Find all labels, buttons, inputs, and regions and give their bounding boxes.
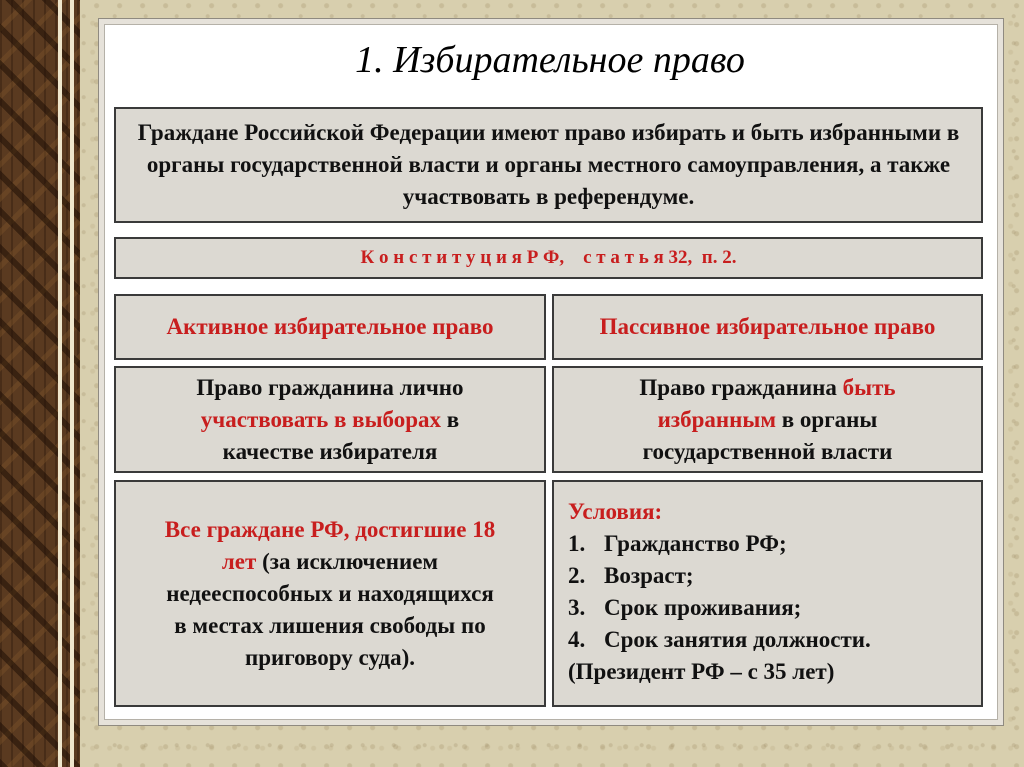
active-condition-highlight: Все граждане РФ, достигшие 18 лет bbox=[164, 516, 496, 574]
condition-item bbox=[568, 592, 871, 624]
passive-right-heading: Пассивное избирательное право bbox=[599, 314, 936, 339]
active-right-heading: Активное избирательное право bbox=[166, 314, 494, 339]
intro-text: Граждане Российской Федерации имеют право избирать и быть избранными в органы государственной власти и органы местного самоуправления, а также участвовать в референдуме. bbox=[137, 120, 960, 209]
citation-text: К о н с т и т у ц и я Р Ф, с т а т ь я 32, п. 2. bbox=[360, 247, 737, 268]
active-right-definition bbox=[166, 372, 494, 468]
intro-box bbox=[114, 107, 983, 223]
condition-text: Возраст; bbox=[604, 563, 694, 588]
conditions-title: Условия: bbox=[568, 499, 663, 524]
wood-texture-strip bbox=[0, 0, 80, 767]
condition-item bbox=[568, 624, 871, 656]
active-definition-prefix: Право гражданина лично bbox=[196, 374, 464, 400]
passive-right-definition bbox=[604, 372, 931, 468]
passive-definition-prefix: Право гражданина bbox=[639, 374, 837, 400]
condition-item bbox=[568, 528, 871, 560]
active-definition-highlight: участвовать в выборах bbox=[200, 406, 442, 432]
passive-right-conditions-box bbox=[552, 480, 983, 707]
condition-number: 1. bbox=[568, 531, 586, 556]
active-definition-suffix: в качестве избирателя bbox=[222, 406, 460, 464]
president-age-note: (Президент РФ – с 35 лет) bbox=[568, 659, 835, 684]
condition-number: 2. bbox=[568, 563, 586, 588]
passive-right-heading-box bbox=[552, 294, 983, 360]
active-right-conditions bbox=[158, 514, 502, 674]
condition-item bbox=[568, 560, 871, 592]
active-right-heading-box bbox=[114, 294, 546, 360]
active-right-definition-box bbox=[114, 366, 546, 473]
condition-number: 4. bbox=[568, 627, 586, 652]
active-condition-suffix: (за исключением недееспособных и находящихся в местах лишения свободы по приговору суда). bbox=[166, 548, 494, 670]
wood-strip-divider-left bbox=[58, 0, 62, 767]
citation-box bbox=[114, 237, 983, 279]
condition-text: Срок проживания; bbox=[604, 595, 802, 620]
wood-strip-divider-right bbox=[70, 0, 74, 767]
condition-text: Гражданство РФ; bbox=[604, 531, 787, 556]
passive-right-conditions bbox=[568, 496, 871, 688]
passive-definition-suffix: в органы государственной власти bbox=[642, 406, 893, 464]
passive-right-definition-box bbox=[552, 366, 983, 473]
active-right-conditions-box bbox=[114, 480, 546, 707]
condition-text: Срок занятия должности. bbox=[604, 627, 871, 652]
conditions-list bbox=[568, 528, 871, 656]
condition-number: 3. bbox=[568, 595, 586, 620]
passive-definition-highlight: быть избранным bbox=[657, 374, 896, 432]
slide-title: 1. Избирательное право bbox=[355, 39, 745, 81]
